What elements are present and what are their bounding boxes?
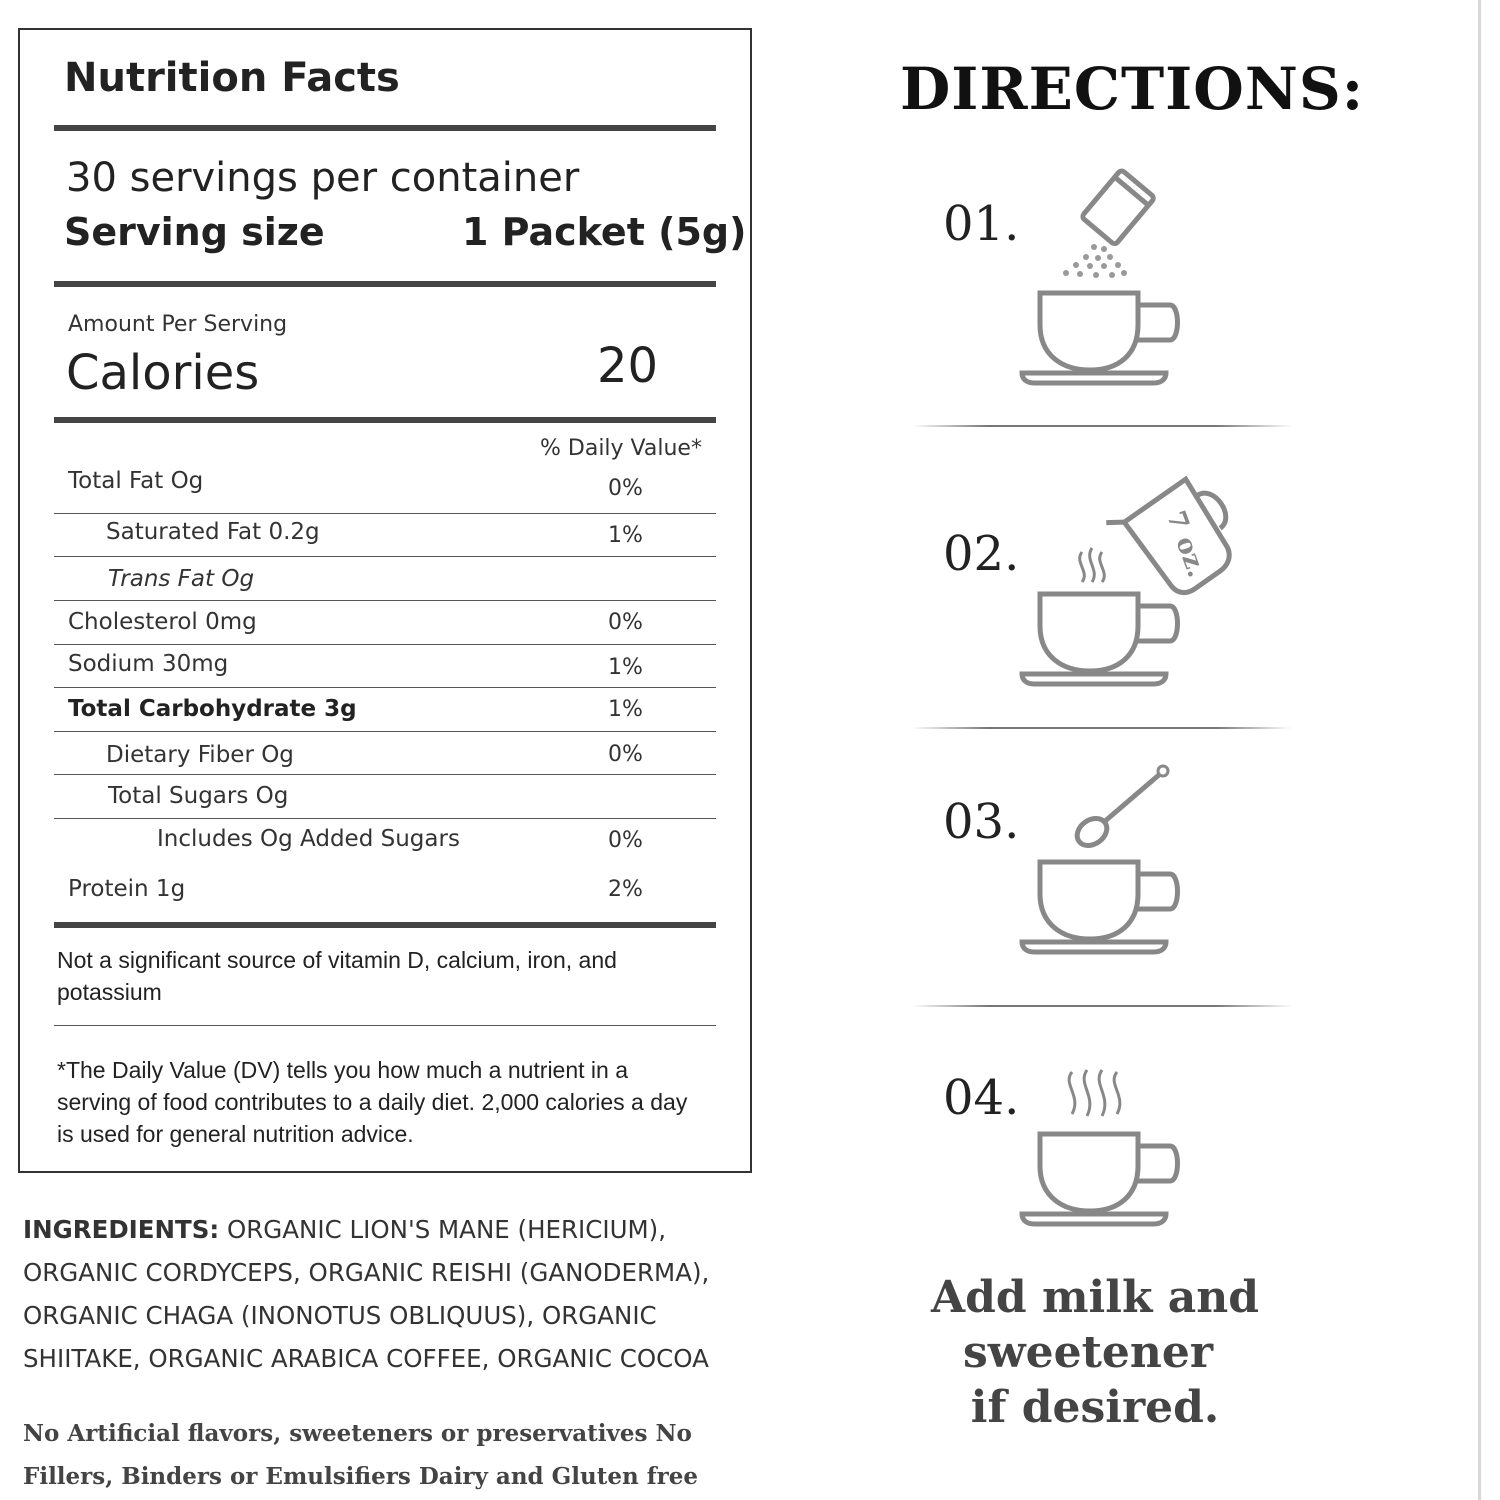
step-number: 03. <box>943 794 1020 850</box>
divider-thick <box>54 125 716 131</box>
step-number: 02. <box>943 526 1020 582</box>
nutrient-row-label: Total Carbohydrate 3g <box>68 696 357 722</box>
directions-title: DIRECTIONS: <box>900 55 1365 123</box>
nutrient-row-label: Cholesterol 0mg <box>68 609 257 635</box>
steaming-cup-icon <box>1010 1062 1200 1232</box>
final-instruction <box>910 1270 1280 1435</box>
nutrient-row-dv: 0% <box>608 610 643 635</box>
amount-per-serving: Amount Per Serving <box>68 312 288 337</box>
serving-size-label: Serving size <box>64 210 325 254</box>
nutrient-row-dv: 0% <box>608 828 643 853</box>
ingredients-label: INGREDIENTS: <box>23 1215 220 1244</box>
divider-thick <box>54 417 716 423</box>
row-divider <box>54 513 716 514</box>
nutrition-title: Nutrition Facts <box>64 55 400 101</box>
step-divider <box>912 727 1292 729</box>
page-edge-line <box>1478 0 1481 1500</box>
final-line: Add milk and <box>930 1272 1260 1323</box>
nutrient-row-label: Sodium 30mg <box>68 651 229 677</box>
serving-size-value: 1 Packet (5g) <box>462 210 747 254</box>
ingredients-block <box>23 1208 753 1380</box>
row-divider <box>54 774 716 775</box>
water-pitcher-icon <box>1010 462 1250 692</box>
final-line: sweetener <box>962 1327 1214 1378</box>
nutrient-row-dv: 1% <box>608 655 643 680</box>
nutrient-row-label: Trans Fat Og <box>108 566 255 592</box>
vitamin-note: Not a significant source of vitamin D, calcium, iron, and potassium <box>57 947 617 1005</box>
packet-pour-icon <box>1010 165 1200 390</box>
daily-value-header: % Daily Value* <box>540 436 702 461</box>
ingredients-text: ORGANIC LION'S MANE (HERICIUM), ORGANIC CORDYCEPS, ORGANIC REISHI (GANODERMA), ORGANIC CHAGA (INONOTUS OBLIQUUS), ORGANIC SHIITAKE, ORGANIC ARABICA COFFEE, ORGANIC COCOA <box>23 1215 710 1373</box>
calories-value: 20 <box>597 338 659 394</box>
step-number: 01. <box>943 196 1020 252</box>
row-divider <box>54 731 716 732</box>
nutrient-row-label: Total Sugars Og <box>108 783 289 809</box>
step-number: 04. <box>943 1070 1020 1126</box>
step-divider <box>912 425 1292 427</box>
servings-per-container: 30 servings per container <box>66 155 580 201</box>
row-divider <box>54 644 716 645</box>
row-divider <box>54 556 716 557</box>
row-divider <box>54 818 716 819</box>
nutrient-row-dv: 1% <box>608 697 643 722</box>
daily-value-note: *The Daily Value (DV) tells you how much a nutrient in a serving of food contributes to a daily diet. 2,000 calories a day is used for general nutrition advice. <box>57 1057 688 1147</box>
nutrient-row-dv: 0% <box>608 742 643 767</box>
nutrient-row-dv: 2% <box>608 877 643 902</box>
product-claims: No Artificial flavors, sweeteners or preservatives No Fillers, Binders or Emulsifiers Dairy and Gluten free <box>23 1420 699 1490</box>
divider-thick <box>54 281 716 287</box>
row-divider <box>54 600 716 601</box>
nutrient-row-label: Includes Og Added Sugars <box>157 826 460 852</box>
spoon-stir-icon <box>1010 760 1200 960</box>
nutrient-row-label: Saturated Fat 0.2g <box>106 519 320 545</box>
row-divider <box>54 1025 716 1026</box>
step-divider <box>912 1005 1292 1007</box>
nutrient-row-dv: 0% <box>608 476 643 501</box>
nutrient-row-label: Total Fat Og <box>68 468 204 494</box>
row-divider <box>54 687 716 688</box>
final-line: if desired. <box>970 1382 1220 1433</box>
calories-label: Calories <box>66 345 260 401</box>
divider-thick <box>54 922 716 928</box>
nutrient-row-label: Dietary Fiber Og <box>106 742 294 768</box>
nutrient-row-dv: 1% <box>608 523 643 548</box>
nutrient-row-label: Protein 1g <box>68 876 186 902</box>
pitcher-label: 7 oz. <box>1160 506 1212 582</box>
